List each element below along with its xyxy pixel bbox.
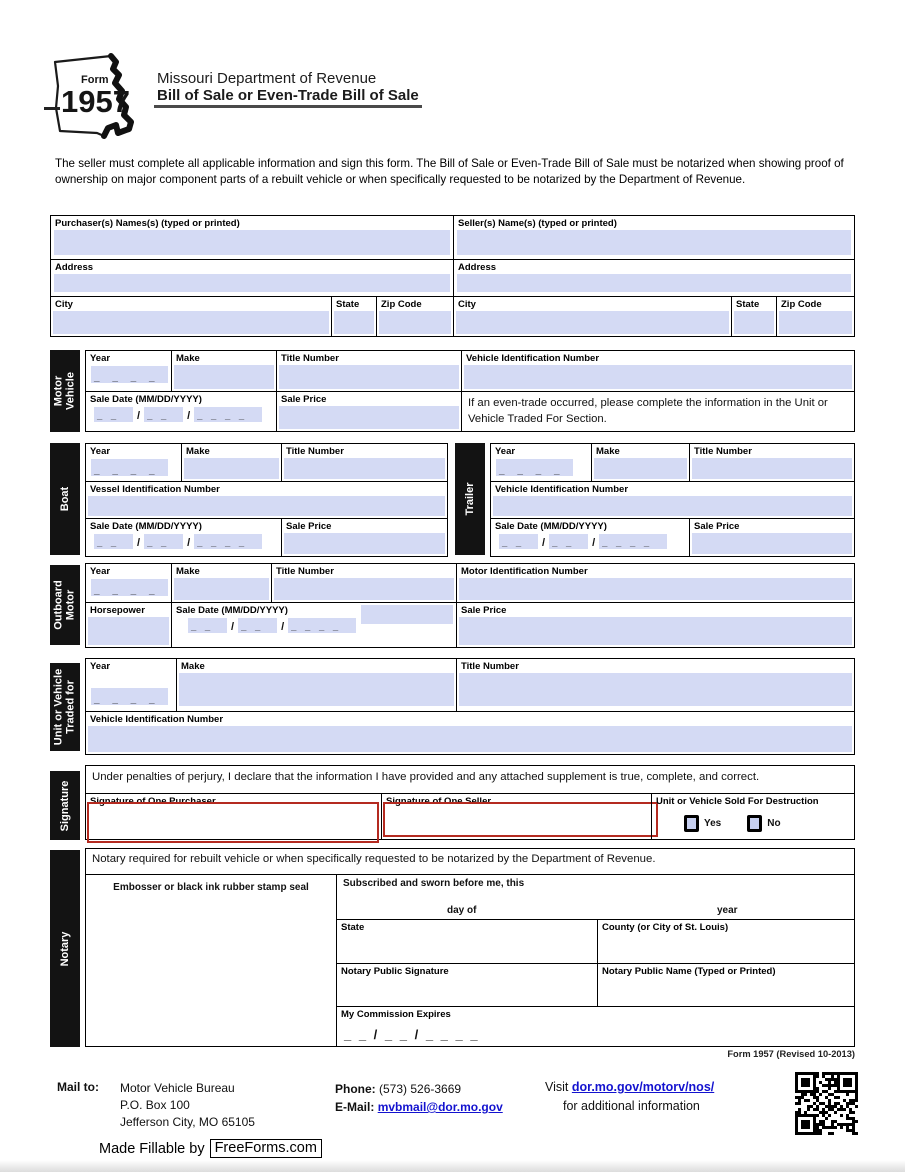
phone-number: (573) 526-3669: [379, 1082, 462, 1096]
outboard-year-input[interactable]: _ _ _ _: [91, 579, 168, 596]
form-number: 1957: [61, 84, 130, 119]
purchaser-name-input[interactable]: [54, 230, 450, 255]
sale-date-label: Sale Date (MM/DD/YYYY): [90, 521, 202, 532]
section-label-line: Outboard: [52, 580, 65, 630]
outboard-horsepower-input[interactable]: [88, 617, 169, 645]
seller-signature-label: Signature of One Seller: [386, 796, 492, 807]
seller-city-input[interactable]: [456, 311, 729, 334]
outboard-sale-date-extra-field[interactable]: [361, 605, 453, 624]
parties-table: [50, 215, 855, 337]
notary-county-label: County (or City of St. Louis): [602, 922, 729, 933]
visit-block: [545, 1078, 714, 1116]
year-label: Year: [495, 446, 516, 457]
date-yyyy-box[interactable]: _ _ _ _: [288, 618, 356, 633]
embosser-seal-label: Embosser or black ink rubber stamp seal: [113, 882, 309, 893]
seller-zip-label: Zip Code: [781, 299, 822, 310]
section-label-line: Notary: [58, 931, 71, 966]
trailer-title-number-input[interactable]: [692, 458, 852, 479]
traded-vin-input[interactable]: [88, 726, 852, 752]
seller-address-label: Address: [458, 262, 497, 273]
mv-year-input[interactable]: _ _ _ _: [91, 366, 168, 383]
day-of-label: day of: [447, 905, 477, 916]
mail-line: P.O. Box 100: [120, 1097, 190, 1112]
purchaser-address-label: Address: [55, 262, 94, 273]
agency-name: Missouri Department of Revenue: [157, 70, 377, 87]
section-label-line: Motor: [52, 375, 65, 407]
seller-signature-field[interactable]: [383, 802, 658, 837]
sale-price-label: Sale Price: [286, 521, 332, 532]
sworn-row: [337, 875, 854, 919]
visit-subtext: for additional information: [563, 1098, 700, 1113]
title-number-label: Title Number: [286, 446, 344, 457]
boat-make-input[interactable]: [184, 458, 279, 479]
trailer-sale-date-input[interactable]: [499, 534, 689, 549]
section-label-line: Boat: [58, 486, 71, 512]
mv-sale-price-input[interactable]: [279, 406, 459, 429]
missouri-state-logo: [45, 48, 167, 144]
section-label-line: Motor: [65, 589, 77, 621]
date-slash: /: [592, 537, 596, 550]
date-dd-box[interactable]: _ _: [144, 407, 183, 422]
outboard-motor-id-input[interactable]: [459, 578, 852, 600]
trailer-year-input[interactable]: _ _ _ _: [496, 459, 573, 476]
sale-date-label: Sale Date (MM/DD/YYYY): [495, 521, 607, 532]
title-number-label: Title Number: [276, 566, 334, 577]
date-yyyy-box[interactable]: _ _ _ _: [599, 534, 667, 549]
date-dd-box[interactable]: _ _: [238, 618, 277, 633]
mail-line: Motor Vehicle Bureau: [120, 1081, 235, 1095]
outboard-title-number-input[interactable]: [274, 578, 454, 600]
date-slash: /: [231, 621, 235, 634]
date-dd-box[interactable]: _ _: [549, 534, 588, 549]
make-label: Make: [176, 353, 200, 364]
sale-date-label: Sale Date (MM/DD/YYYY): [90, 394, 202, 405]
section-tab-signature: [50, 771, 80, 840]
yes-label: Yes: [704, 818, 722, 830]
section-tab-notary: [50, 850, 80, 1047]
purchaser-address-input[interactable]: [54, 274, 450, 292]
section-label-line: Traded for: [65, 680, 77, 734]
make-label: Make: [176, 566, 200, 577]
section-label-line: Unit or Vehicle: [52, 668, 65, 746]
contact-block: [335, 1080, 503, 1116]
year-label: Year: [90, 661, 111, 672]
section-tab-motor-vehicle: [50, 350, 80, 432]
mail-to-label: Mail to:: [57, 1080, 99, 1094]
section-label-line: Trailer: [463, 482, 476, 516]
purchaser-zip-input[interactable]: [379, 311, 451, 334]
boat-table: [85, 443, 448, 557]
visit-label: Visit: [545, 1080, 569, 1094]
even-trade-note: If an even-trade occurred, please complete the information in the Unit or Vehicle Traded For Section.: [468, 397, 828, 425]
mv-sale-date-input[interactable]: [94, 407, 276, 422]
date-mm-box[interactable]: _ _: [94, 407, 133, 422]
date-slash: /: [137, 410, 141, 423]
sale-price-label: Sale Price: [461, 605, 507, 616]
mv-title-number-input[interactable]: [279, 365, 459, 389]
boat-sale-date-input[interactable]: [94, 534, 281, 549]
outboard-motor-table: [85, 563, 855, 648]
boat-sale-price-input[interactable]: [284, 533, 445, 554]
section-tab-boat: [50, 443, 80, 555]
title-number-label: Title Number: [281, 353, 339, 364]
purchaser-city-label: City: [55, 299, 73, 310]
section-tab-trailer: [455, 443, 485, 555]
sworn-label: Subscribed and sworn before me, this: [343, 878, 525, 889]
make-label: Make: [596, 446, 620, 457]
website-link[interactable]: dor.mo.gov/motorv/nos/: [571, 1080, 715, 1094]
purchaser-state-input[interactable]: [334, 311, 374, 334]
date-dd-box[interactable]: _ _: [144, 534, 183, 549]
section-label-line: Vehicle: [65, 372, 77, 410]
form-word: Form: [81, 74, 109, 86]
signature-table: [85, 765, 855, 840]
year-word-label: year: [717, 905, 738, 916]
sale-price-label: Sale Price: [694, 521, 740, 532]
seller-zip-input[interactable]: [779, 311, 852, 334]
notary-requirement-note: Notary required for rebuilt vehicle or when specifically requested to be notarized by the Department of Revenue.: [92, 853, 656, 865]
date-slash: /: [187, 410, 191, 423]
outboard-make-input[interactable]: [174, 578, 269, 600]
motor-vehicle-table: [85, 350, 855, 432]
traded-title-number-input[interactable]: [459, 673, 852, 706]
boat-title-number-input[interactable]: [284, 458, 445, 479]
date-yyyy-box[interactable]: _ _ _ _: [194, 407, 262, 422]
trailer-make-input[interactable]: [594, 458, 687, 479]
perjury-statement: Under penalties of perjury, I declare that the information I have provided and any attached supplement is true, complete, and correct.: [92, 771, 760, 783]
vessel-id-label: Vessel Identification Number: [90, 484, 220, 495]
destruction-yes-checkbox[interactable]: [684, 815, 699, 832]
title-number-label: Title Number: [461, 661, 519, 672]
mailing-address: [120, 1080, 255, 1130]
purchaser-state-label: State: [336, 299, 360, 310]
made-fillable-credit: [99, 1139, 322, 1158]
sale-date-label: Sale Date (MM/DD/YYYY): [176, 605, 288, 616]
seller-state-input[interactable]: [734, 311, 774, 334]
date-mm-box[interactable]: _ _: [188, 618, 227, 633]
made-fillable-text: Made Fillable by: [99, 1140, 205, 1157]
date-slash: /: [187, 537, 191, 550]
seller-state-label: State: [736, 299, 760, 310]
purchaser-name-label: Purchaser(s) Names(s) (typed or printed): [55, 218, 240, 229]
vin-label: Vehicle Identification Number: [90, 714, 224, 725]
sale-price-label: Sale Price: [281, 394, 327, 405]
seller-name-label: Seller(s) Name(s) (typed or printed): [458, 218, 617, 229]
outboard-sale-price-input[interactable]: [459, 617, 852, 645]
date-mm-box[interactable]: _ _: [499, 534, 538, 549]
page-title: Bill of Sale or Even-Trade Bill of Sale: [157, 87, 419, 104]
notary-table: [85, 848, 855, 1047]
section-tab-outboard-motor: [50, 565, 80, 645]
year-label: Year: [90, 566, 111, 577]
commission-expires-label: My Commission Expires: [341, 1009, 451, 1020]
form-revision: Form 1957 (Revised 10-2013): [727, 1049, 855, 1059]
email-label: E-Mail:: [335, 1100, 375, 1114]
trailer-sale-price-input[interactable]: [692, 533, 852, 554]
seller-name-input[interactable]: [457, 230, 851, 255]
header-dash: [44, 107, 60, 110]
date-mm-box[interactable]: _ _: [94, 534, 133, 549]
phone-label: Phone:: [335, 1082, 376, 1096]
trailer-vin-input[interactable]: [493, 496, 852, 516]
make-label: Make: [181, 661, 205, 672]
date-slash: /: [542, 537, 546, 550]
vin-label: Vehicle Identification Number: [495, 484, 629, 495]
traded-year-input[interactable]: _ _ _ _: [91, 688, 168, 705]
freeforms-link[interactable]: FreeForms.com: [210, 1139, 322, 1158]
horsepower-label: Horsepower: [90, 605, 145, 616]
traded-for-table: [85, 658, 855, 755]
motor-id-label: Motor Identification Number: [461, 566, 588, 577]
commission-expires-blanks[interactable]: _ _ / _ _ / _ _ _ _: [344, 1027, 480, 1042]
purchaser-signature-field[interactable]: [87, 802, 379, 843]
notary-signature-label: Notary Public Signature: [341, 966, 449, 977]
boat-year-input[interactable]: _ _ _ _: [91, 459, 168, 476]
vin-label: Vehicle Identification Number: [466, 353, 600, 364]
traded-make-input[interactable]: [179, 673, 454, 706]
purchaser-signature-label: Signature of One Purchaser: [90, 796, 216, 807]
purchaser-zip-label: Zip Code: [381, 299, 422, 310]
year-label: Year: [90, 446, 111, 457]
make-label: Make: [186, 446, 210, 457]
mv-vin-input[interactable]: [464, 365, 852, 389]
mv-make-input[interactable]: [174, 365, 274, 389]
qr-code: [795, 1072, 858, 1135]
seller-city-label: City: [458, 299, 476, 310]
title-number-label: Title Number: [694, 446, 752, 457]
section-tab-unit-traded-for: [50, 663, 80, 751]
form-instructions: The seller must complete all applicable information and sign this form. The Bill of Sale or Even-Trade Bill of Sale must be notarized when showing proof of ownership on major component parts of a rebuilt vehicle or when specifically requested to be notarized by the Department of Revenue.: [55, 157, 844, 187]
notary-name-label: Notary Public Name (Typed or Printed): [602, 966, 776, 977]
date-yyyy-box[interactable]: _ _ _ _: [194, 534, 262, 549]
section-label-line: Signature: [58, 780, 71, 831]
title-underline: [154, 105, 422, 108]
year-label: Year: [90, 353, 111, 364]
date-slash: /: [137, 537, 141, 550]
trailer-table: [490, 443, 855, 557]
mail-line: Jefferson City, MO 65105: [120, 1114, 255, 1129]
no-label: No: [767, 818, 781, 830]
seller-address-input[interactable]: [457, 274, 851, 292]
boat-vessel-id-input[interactable]: [88, 496, 445, 516]
date-slash: /: [281, 621, 285, 634]
email-link[interactable]: mvbmail@dor.mo.gov: [377, 1100, 503, 1114]
purchaser-city-input[interactable]: [53, 311, 329, 334]
notary-state-label: State: [341, 922, 365, 933]
destruction-label: Unit or Vehicle Sold For Destruction: [656, 796, 819, 807]
destruction-no-checkbox[interactable]: [747, 815, 762, 832]
